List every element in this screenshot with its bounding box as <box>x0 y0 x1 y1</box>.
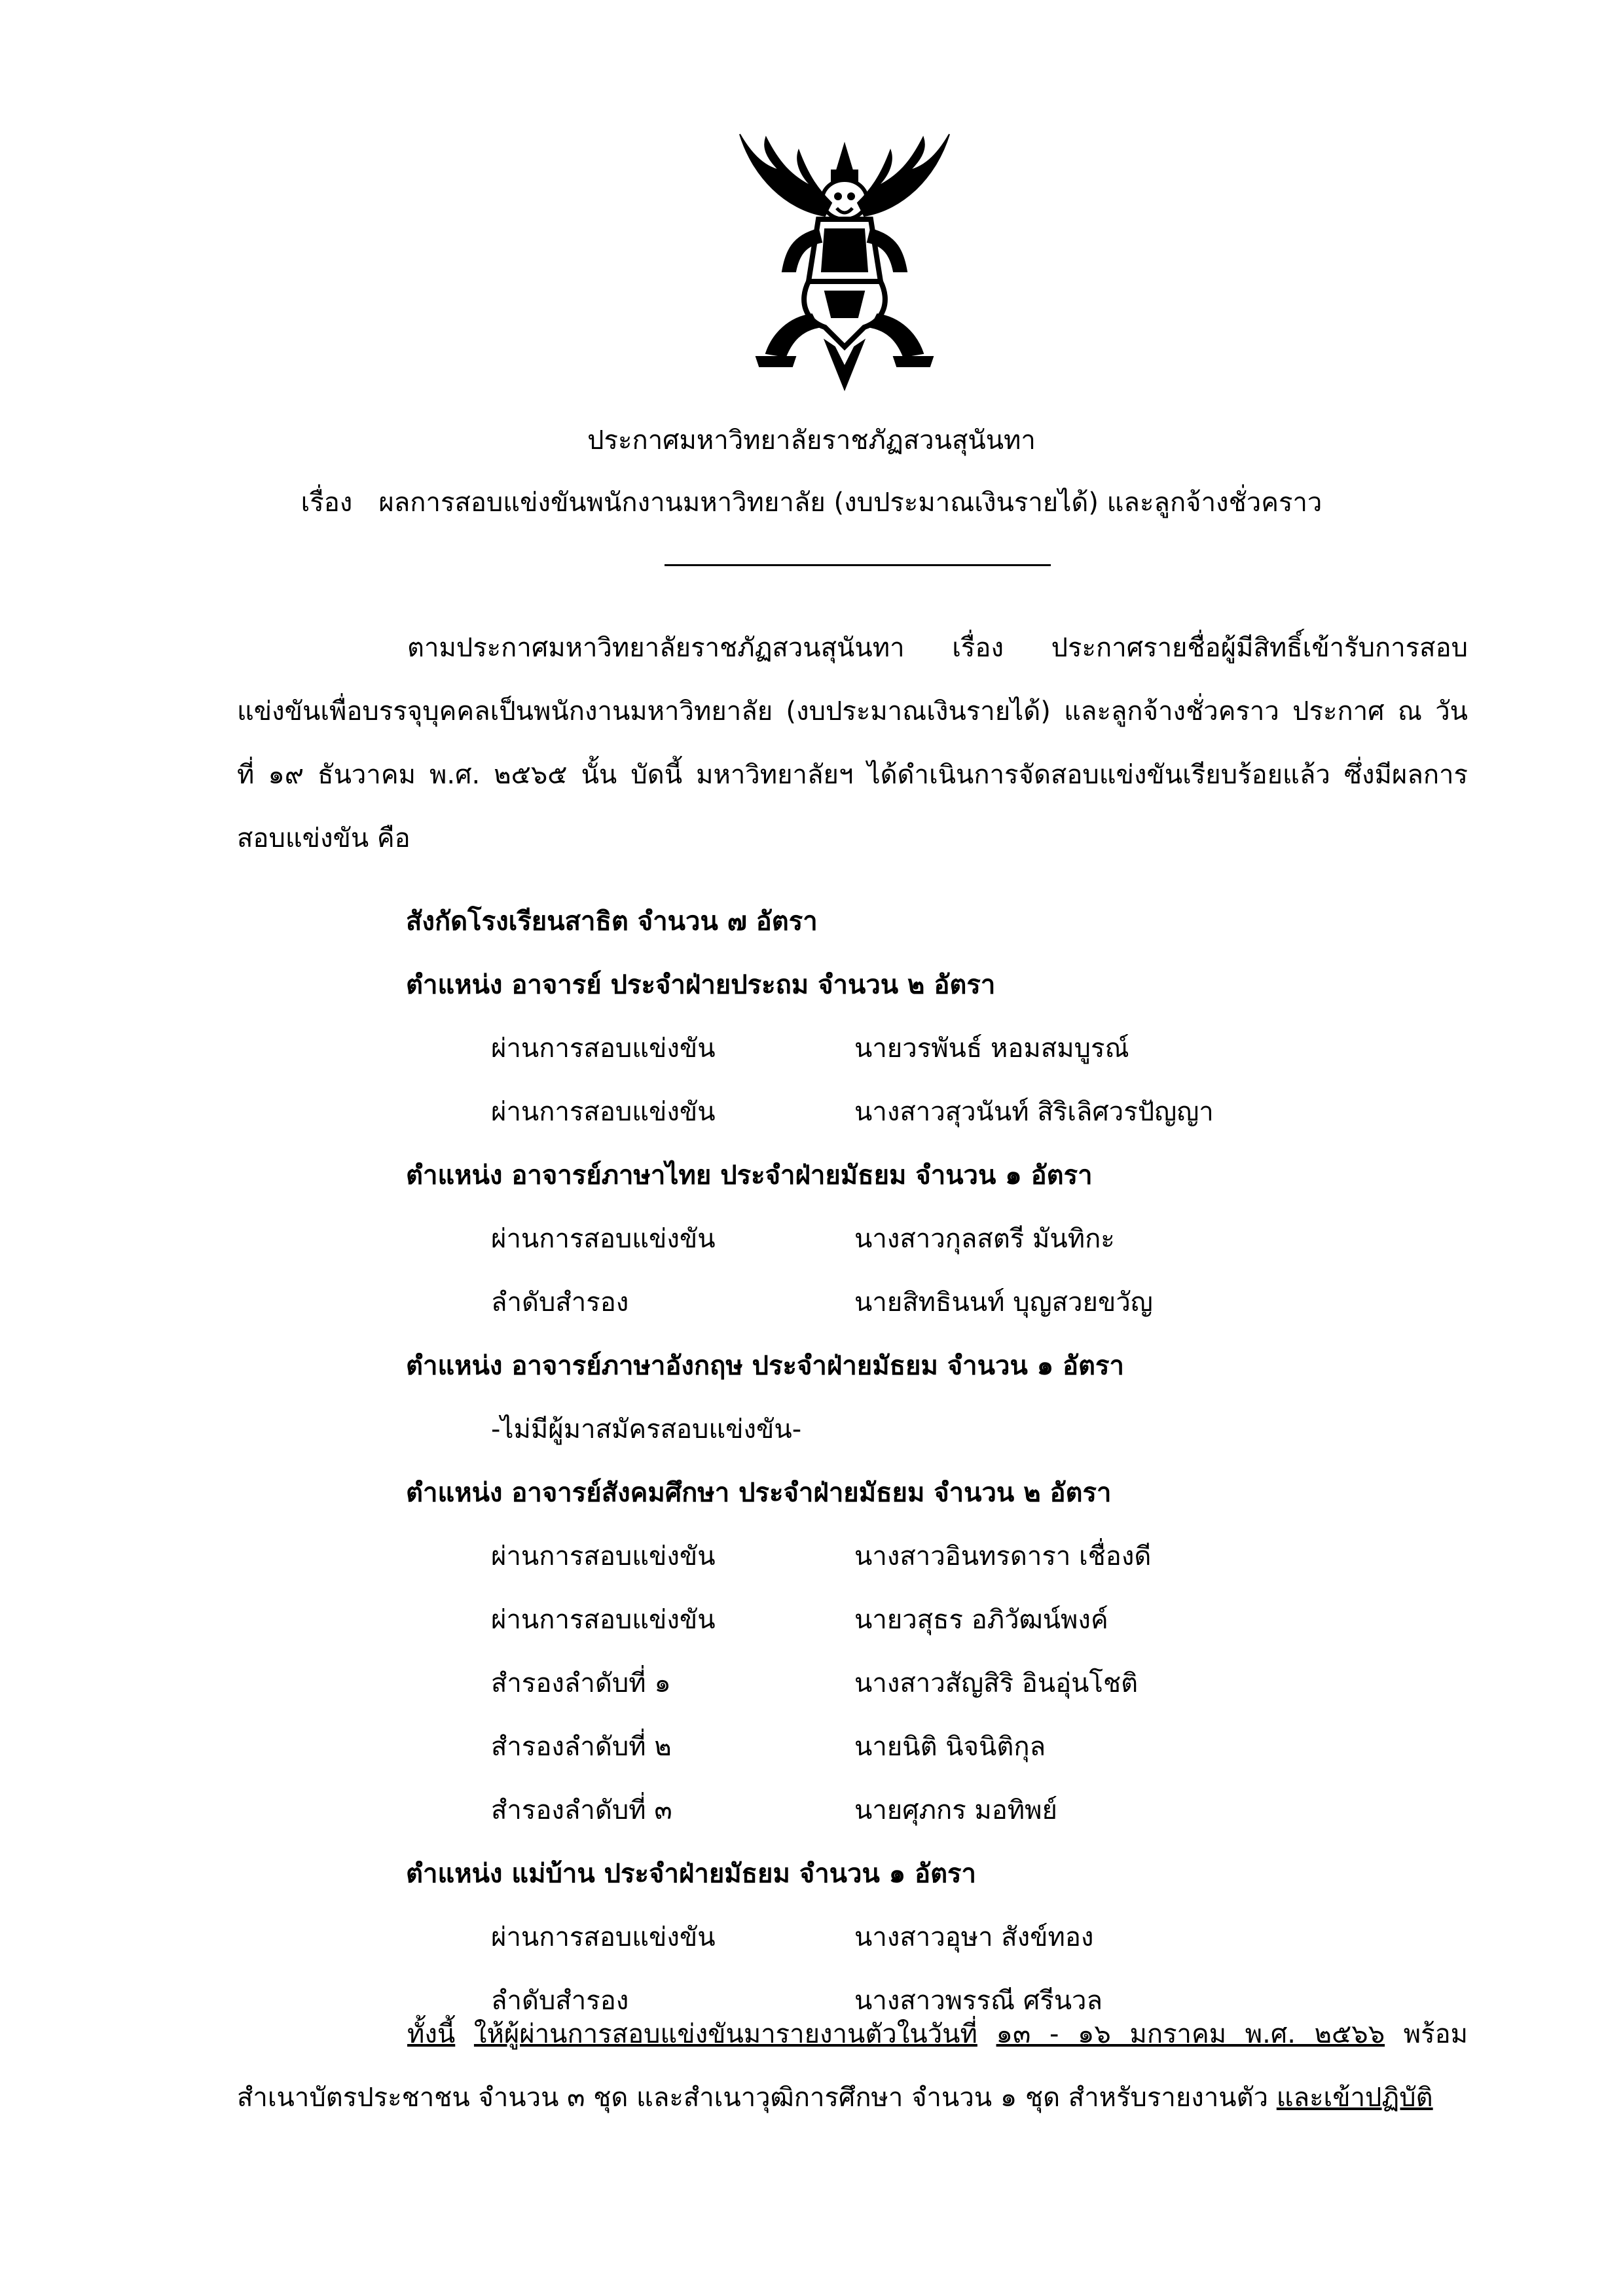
intro-paragraph <box>237 617 1468 870</box>
result-entry <box>406 1208 1453 1271</box>
title-divider <box>665 564 1051 566</box>
candidate-name: นายนิติ นิจนิติกุล <box>854 1732 1046 1762</box>
result-status: สำรองลำดับที่ ๒ <box>491 1732 672 1762</box>
footer-paragraph <box>237 2003 1468 2130</box>
result-entry <box>406 1652 1453 1715</box>
candidate-name: นางสาวอุษา สังข์ทอง <box>854 1922 1094 1952</box>
result-status: ผ่านการสอบแข่งขัน <box>491 1605 716 1635</box>
intro-line-3: ที่ ๑๙ ธันวาคม พ.ศ. ๒๕๖๕ นั้น บัดนี้ มหาวิทยาลัยฯ ได้ดำเนินการจัดสอบแข่งขันเรียบร้อยแล้ว ซึ่งมีผลการ <box>237 760 1468 790</box>
result-entry <box>406 1588 1453 1652</box>
result-status: ผ่านการสอบแข่งขัน <box>491 1033 716 1064</box>
subject-label: เรื่อง <box>301 488 353 518</box>
result-entry <box>406 1779 1453 1842</box>
result-status: ลำดับสำรอง <box>491 1287 629 1318</box>
position-title: ตำแหน่ง อาจารย์ภาษาไทย ประจำฝ่ายมัธยม จำนวน ๑ อัตรา <box>406 1160 1093 1191</box>
unit-heading: สังกัดโรงเรียนสาธิต จำนวน ๗ อัตรา <box>406 906 818 937</box>
result-status: ลำดับสำรอง <box>491 1986 629 2016</box>
footer-emphasis-2: ให้ผู้ผ่านการสอบแข่งขันมารายงานตัวในวันที่ <box>473 2019 977 2049</box>
result-entry <box>406 1081 1453 1144</box>
footer-line-1 <box>237 2003 1468 2066</box>
candidate-name: นายสิทธินนท์ บุญสวยขวัญ <box>854 1287 1153 1318</box>
candidate-name: นายศุภกร มอทิพย์ <box>854 1795 1057 1825</box>
candidate-name: นางสาวสุวนันท์ สิริเลิศวรปัญญา <box>854 1097 1214 1127</box>
announcement-subject <box>0 481 1623 523</box>
position-title: ตำแหน่ง อาจารย์สังคมศึกษา ประจำฝ่ายมัธยม จำนวน ๒ อัตรา <box>406 1478 1112 1508</box>
result-entry <box>406 1906 1453 1969</box>
garuda-emblem <box>727 131 962 393</box>
footer-emphasis-1: ทั้งนี้ <box>407 2019 456 2049</box>
candidate-name: นางสาวกุลสตรี มันทิกะ <box>854 1224 1115 1254</box>
footer-space-1 <box>455 2019 474 2049</box>
candidate-name: นางสาวสัญสิริ อินอุ่นโชติ <box>854 1668 1139 1698</box>
intro-line-2: แข่งขันเพื่อบรรจุบุคคลเป็นพนักงานมหาวิทยาลัย (งบประมาณเงินรายได้) และลูกจ้างชั่วคราว ประกาศ ณ วัน <box>237 696 1468 726</box>
candidate-name: นางสาวพรรณี ศรีนวล <box>854 1986 1103 2016</box>
result-entry <box>406 1525 1453 1588</box>
position-title: ตำแหน่ง อาจารย์ภาษาอังกฤษ ประจำฝ่ายมัธยม จำนวน ๑ อัตรา <box>406 1351 1124 1381</box>
results-list <box>406 890 1453 2033</box>
subject-text: ผลการสอบแข่งขันพนักงานมหาวิทยาลัย (งบประมาณเงินรายได้) และลูกจ้างชั่วคราว <box>378 488 1322 518</box>
no-applicant-note: -ไม่มีผู้มาสมัครสอบแข่งขัน- <box>491 1414 802 1444</box>
announcement-title: ประกาศมหาวิทยาลัยราชภัฏสวนสุนันทา <box>587 425 1036 456</box>
candidate-name: นายวสุธร อภิวัฒน์พงค์ <box>854 1605 1108 1635</box>
footer-text-1: พร้อม <box>1385 2019 1468 2049</box>
result-status: ผ่านการสอบแข่งขัน <box>491 1541 716 1571</box>
candidate-name: นายวรพันธ์ หอมสมบูรณ์ <box>854 1033 1129 1064</box>
result-status: ผ่านการสอบแข่งขัน <box>491 1224 716 1254</box>
result-status: สำรองลำดับที่ ๓ <box>491 1795 672 1825</box>
position-title: ตำแหน่ง แม่บ้าน ประจำฝ่ายมัธยม จำนวน ๑ อัตรา <box>406 1859 976 1889</box>
intro-line-4: สอบแข่งขัน คือ <box>237 823 410 853</box>
result-status: ผ่านการสอบแข่งขัน <box>491 1097 716 1127</box>
footer-text-2: สำเนาบัตรประชาชน จำนวน ๓ ชุด และสำเนาวุฒิการศึกษา จำนวน ๑ ชุด สำหรับรายงานตัว <box>237 2083 1277 2113</box>
report-date: ๑๓ - ๑๖ มกราคม พ.ศ. ๒๕๖๖ <box>996 2019 1385 2049</box>
intro-line-1: ตามประกาศมหาวิทยาลัยราชภัฏสวนสุนันทา เรื่อง ประกาศรายชื่อผู้มีสิทธิ์เข้ารับการสอบ <box>407 633 1468 663</box>
result-entry <box>406 1017 1453 1081</box>
footer-space-2 <box>977 2019 996 2049</box>
result-status: ผ่านการสอบแข่งขัน <box>491 1922 716 1952</box>
result-entry <box>406 1715 1453 1779</box>
footer-line-2 <box>237 2066 1468 2130</box>
footer-emphasis-3: และเข้าปฏิบัติ <box>1276 2083 1433 2113</box>
position-title: ตำแหน่ง อาจารย์ ประจำฝ่ายประถม จำนวน ๒ อัตรา <box>406 970 996 1000</box>
candidate-name: นางสาวอินทรดารา เชื่องดี <box>854 1541 1152 1571</box>
result-entry <box>406 1271 1453 1335</box>
result-status: สำรองลำดับที่ ๑ <box>491 1668 671 1698</box>
